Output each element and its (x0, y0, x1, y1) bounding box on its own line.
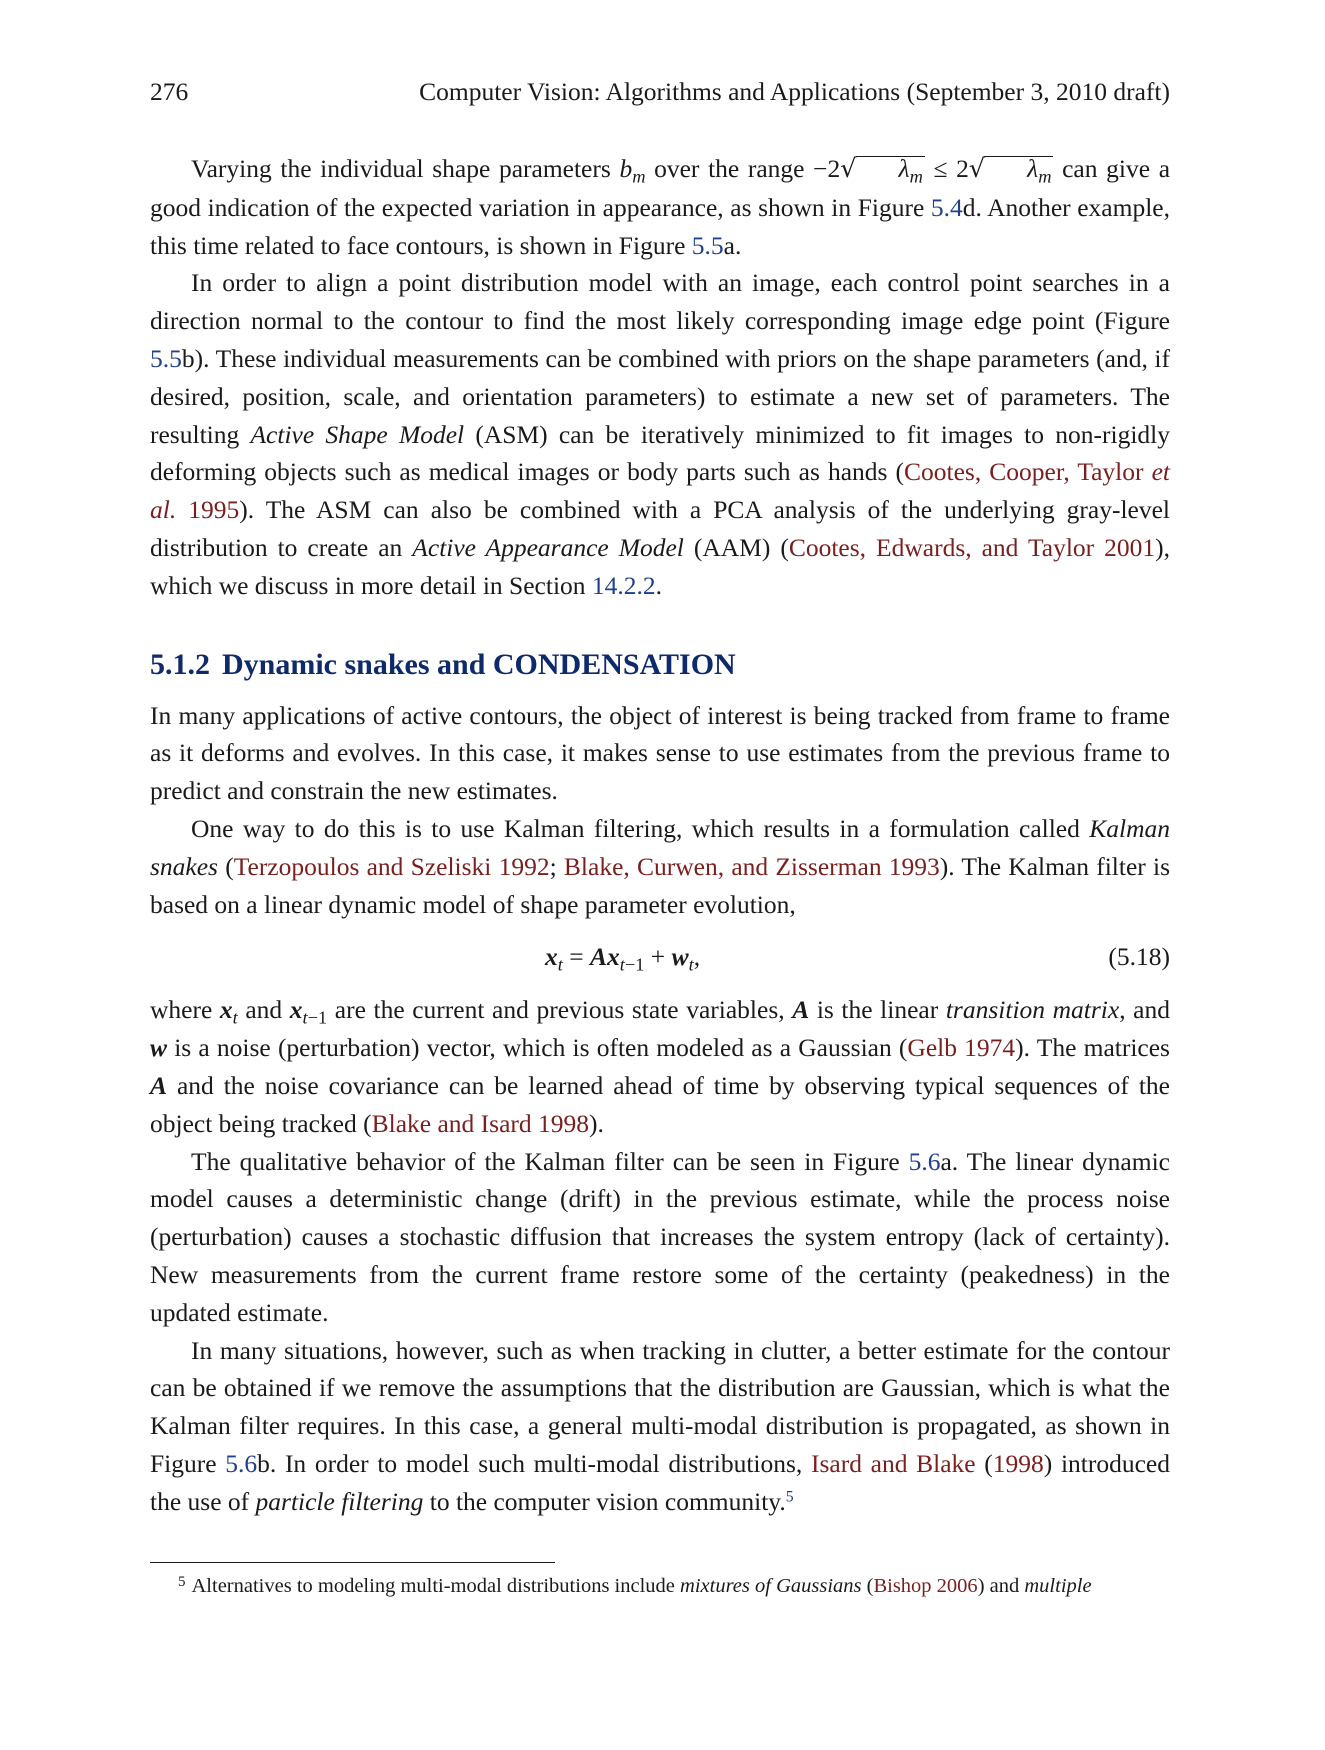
figure-ref-5-5[interactable]: 5.5 (150, 343, 182, 373)
paragraph-tracking: In many applications of active contours, the object of interest is being tracked from frame to frame as it deforms and evolves. In this case, it makes sense to use estimates from the previous frame to predict and constrain the new estimates. (150, 700, 1170, 806)
paragraph-kalman: One way to do this is to use Kalman filtering, which results in a formulation called Kalman snakes (Terzopoulos and Szeliski 1992; Blake, Curwen, and Zisserman 1993). The Kalman filter is based on a linear dynamic model of shape parameter evolution, (150, 813, 1170, 919)
paragraph-state-variables: where $x_t$ and $x_{t-1}$ are the current and previous state variables, A is the linear transition matrix, and w is a noise (perturbation) vector, which is often modeled as a Gaussian (Gelb 1974). The matrices A and the noise covariance can be learned ahead of time by observing typical sequences of the object being tracked (Blake and Isard 1998). (150, 995, 1170, 1138)
citation-terzopoulos-1992[interactable]: Terzopoulos and Szeliski 1992 (233, 851, 550, 881)
footnote: $^5$ Alternatives to modeling multi-modal distributions include mixtures of Gaussians (Bishop 2006) and multiple (178, 1574, 1092, 1597)
book-title: Computer Vision: Algorithms and Applications (September 3, 2010 draft) (419, 77, 1170, 106)
section-ref-14-2-2[interactable]: 14.2.2 (591, 570, 656, 600)
equation-number: (5.18) (1108, 942, 1170, 972)
equation-5-18 (150, 929, 1170, 985)
citation-gelb-1974[interactable]: Gelb 1974 (907, 1033, 1016, 1063)
paragraph-shape-variation: Varying the individual shape parameters $b_m$ over the range −2√ $\lambda_m \le 2√$ $\lambda_m$ can give a good indication of the expected variation in appearance, as shown in Figure 5.4d. Another example, this time related to face contours, is shown in Figure 5.5a. (150, 154, 1171, 260)
paragraph-asm: In order to align a point distribution model with an image, each control point searches in a direction normal to the contour to find the most likely corresponding image edge point (Figure 5.5b). These individual measurements can be combined with priors on the shape parameters (and, if desired, position, scale, and orientation parameters) to estimate a new set of parameters. The resulting Active Shape Model (ASM) can be iteratively minimized to fit images to non-rigidly deforming objects such as medical images or body parts such as hands (Cootes, Cooper, Taylor et al. 1995). The ASM can also be combined with a PCA analysis of the underlying gray-level distribution to create an Active Appearance Model (AAM) (Cootes, Edwards, and Taylor 2001), which we discuss in more detail in Section 14.2.2. (150, 268, 1171, 600)
page-number: 276 (150, 77, 189, 106)
figure-ref-5-6[interactable]: 5.6 (908, 1146, 941, 1176)
footnote-mark: 5 (178, 1574, 186, 1590)
citation-blake-isard-1998[interactable]: Blake and Isard 1998 (371, 1108, 590, 1138)
citation-cootes-2001[interactable]: Cootes, Edwards, and Taylor 2001 (788, 532, 1156, 562)
citation-isard-blake[interactable]: Isard and Blake (810, 1448, 976, 1478)
section-title: Dynamic snakes and CONDENSATION (222, 647, 736, 681)
footnote-marker[interactable]: 5 (785, 1488, 794, 1506)
citation-1998[interactable]: 1998 (992, 1448, 1044, 1478)
footnote-rule (150, 1562, 555, 1563)
citation-bishop-2006[interactable]: Bishop 2006 (873, 1575, 978, 1597)
section-number: 5.1.2 (150, 647, 210, 681)
equation-expression: $x_t = Ax_{t-1} + w_t$, (545, 942, 701, 975)
paragraph-particle-filtering: In many situations, however, such as when tracking in clutter, a better estimate for the contour can be obtained if we remove the assumptions that the distribution are Gaussian, which is what the Kalman filter requires. In this case, a general multi-modal distribution is propagated, as shown in Figure 5.6b. In order to model such multi-modal distributions, Isard and Blake (1998) introduced the use of particle filtering to the computer vision community.$^5$ (150, 1335, 1170, 1516)
citation-blake-1993[interactable]: Blake, Curwen, and Zisserman 1993 (563, 851, 940, 881)
paragraph-kalman-behavior: The qualitative behavior of the Kalman filter can be seen in Figure 5.6a. The linear dynamic model causes a deterministic change (drift) in the previous estimate, while the process noise (perturbation) causes a stochastic diffusion that increases the system entropy (lack of certainty). New measurements from the current frame restore some of the certainty (peakedness) in the updated estimate. (150, 1146, 1170, 1327)
section-heading (150, 645, 1170, 685)
figure-ref-5-6[interactable]: 5.6 (225, 1448, 258, 1478)
citation-cootes-1995[interactable]: Cootes, Cooper, Taylor et al. 1995 (150, 457, 1170, 525)
figure-ref-5-5[interactable]: 5.5 (691, 230, 724, 260)
running-header (150, 76, 1170, 108)
figure-ref-5-4[interactable]: 5.4 (930, 192, 963, 222)
page-body (150, 150, 1170, 1521)
